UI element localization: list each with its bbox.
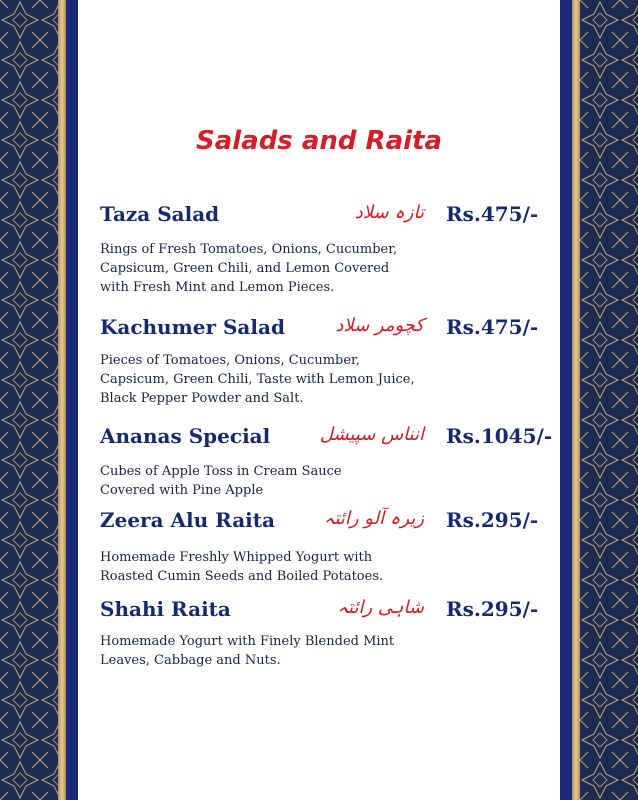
item-urdu-name: شاہی رائتہ — [337, 597, 424, 618]
item-price: Rs.295/- — [446, 508, 539, 532]
item-urdu-name: تازہ سلاد — [354, 202, 424, 223]
gold-border-left — [58, 0, 66, 800]
item-name: Ananas Special — [100, 424, 271, 448]
item-description-line: Leaves, Cabbage and Nuts. — [100, 653, 281, 668]
menu-page — [78, 0, 560, 800]
item-description-line: Homemade Yogurt with Finely Blended Mint — [100, 634, 395, 649]
item-price: Rs.1045/- — [446, 424, 553, 448]
item-description-line: Homemade Freshly Whipped Yogurt with — [100, 550, 373, 565]
item-description-line: with Fresh Mint and Lemon Pieces. — [100, 280, 335, 295]
item-description — [100, 632, 430, 670]
section-title: Salads and Raita — [195, 126, 443, 156]
item-description-line: Capsicum, Green Chili, and Lemon Covered — [100, 261, 390, 276]
item-description-line: Covered with Pine Apple — [100, 483, 264, 498]
blue-border-right — [560, 0, 572, 800]
decorative-pattern-left — [0, 0, 58, 800]
item-description-line: Capsicum, Green Chili, Taste with Lemon Juice, — [100, 372, 415, 387]
item-name: Taza Salad — [100, 202, 220, 226]
item-urdu-name: زیرہ آلو رائتہ — [323, 508, 424, 529]
item-name: Kachumer Salad — [100, 315, 285, 339]
item-name: Shahi Raita — [100, 597, 231, 621]
item-description — [100, 240, 430, 297]
item-urdu-name: انناس سپیشل — [319, 424, 424, 445]
item-description — [100, 462, 430, 500]
item-urdu-name: کچومر سلاد — [335, 315, 424, 336]
item-price: Rs.295/- — [446, 597, 539, 621]
item-description-line: Rings of Fresh Tomatoes, Onions, Cucumber, — [100, 242, 398, 257]
item-description — [100, 548, 430, 586]
item-description-line: Black Pepper Powder and Salt. — [100, 391, 304, 406]
item-price: Rs.475/- — [446, 202, 539, 226]
blue-border-left — [66, 0, 78, 800]
item-description-line: Roasted Cumin Seeds and Boiled Potatoes. — [100, 569, 384, 584]
item-price: Rs.475/- — [446, 315, 539, 339]
decorative-pattern-right — [580, 0, 638, 800]
item-description-line: Cubes of Apple Toss in Cream Sauce — [100, 464, 342, 479]
item-description — [100, 351, 430, 408]
item-name: Zeera Alu Raita — [100, 508, 275, 532]
item-description-line: Pieces of Tomatoes, Onions, Cucumber, — [100, 353, 360, 368]
gold-border-right — [572, 0, 580, 800]
